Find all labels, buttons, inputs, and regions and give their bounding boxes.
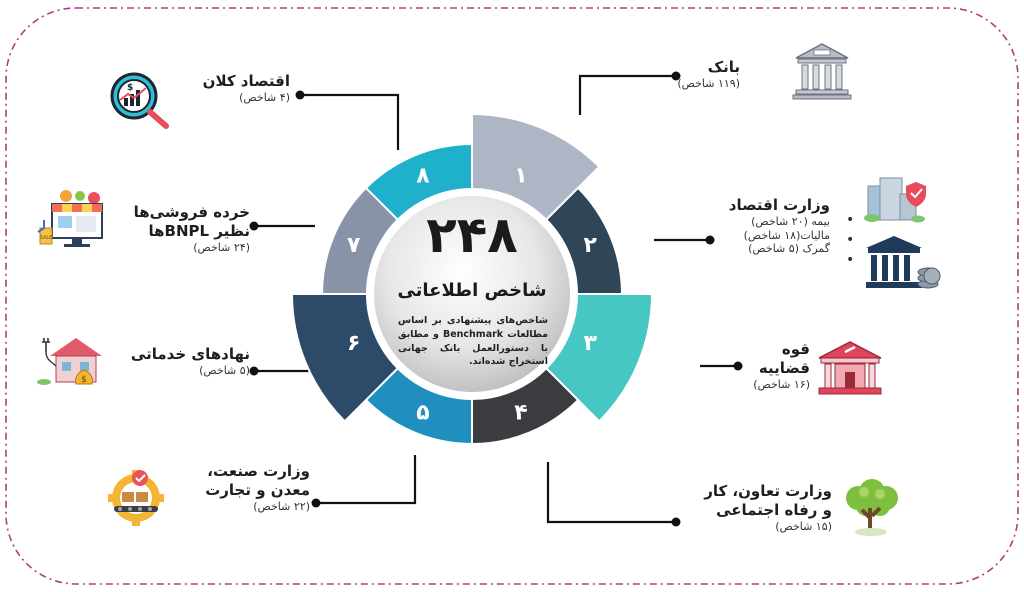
macro-count: (۴ شاخص)	[239, 90, 290, 104]
factory-gear-icon	[104, 468, 168, 528]
label-bank	[600, 58, 740, 91]
bank-title: بانک	[707, 58, 740, 76]
judiciary-title-2: قضاییه	[758, 358, 810, 377]
judiciary-count: (۱۶ شاخص)	[753, 377, 810, 391]
segment-number-6: ۶	[347, 330, 361, 356]
shop-icon	[36, 188, 108, 256]
labor-count: (۱۵ شاخص)	[775, 519, 832, 533]
center-number: ۲۴۸	[426, 206, 518, 264]
industry-title-1: وزارت صنعت،	[207, 462, 310, 480]
svg-text:SALE: SALE	[39, 235, 53, 241]
segment-number-4: ۴	[514, 400, 528, 426]
center-description: شاخص‌های پیشنهادی بر اساس مطالعات Benchmark و مطابق با دستورالعمل بانک جهانی استخراج شده‌اند.	[398, 315, 548, 368]
chart-magnifier-icon	[104, 68, 174, 130]
bullet-dots: • • •	[846, 212, 855, 268]
retail-title-2: نظیر BNPLها	[148, 221, 250, 240]
bank-count: (۱۱۹ شاخص)	[677, 76, 740, 90]
center-title: شاخص اطلاعاتی	[397, 280, 547, 301]
services-title: نهادهای خدماتی	[130, 345, 250, 363]
labor-title-2: و رفاه اجتماعی	[716, 500, 832, 519]
economy-item-tax: مالیات(۱۸ شاخص)	[743, 228, 830, 242]
customs-icon	[862, 232, 942, 292]
economy-item-customs: گمرک (۵ شاخص)	[748, 242, 830, 256]
label-labor-ministry	[660, 482, 832, 533]
industry-count: (۲۲ شاخص)	[253, 499, 310, 513]
label-economy-ministry	[690, 196, 830, 256]
tree-icon	[836, 478, 906, 538]
labor-title-1: وزارت تعاون، کار	[704, 482, 832, 500]
label-judiciary	[700, 340, 810, 391]
court-icon	[815, 338, 885, 398]
bank-icon	[790, 38, 854, 102]
segment-number-1: ۱	[514, 163, 528, 189]
economy-item-insurance: بیمه (۲۰ شاخص)	[751, 214, 830, 228]
label-services	[110, 345, 250, 378]
svg-text:$: $	[81, 375, 87, 385]
retail-count: (۲۴ شاخص)	[193, 240, 250, 254]
segment-number-2: ۲	[583, 233, 597, 259]
segment-number-8: ۸	[416, 163, 430, 189]
house-icon	[36, 332, 104, 388]
svg-text:$: $	[127, 83, 134, 93]
services-count: (۵ شاخص)	[199, 363, 250, 377]
retail-title-1: خرده فروشی‌ها	[133, 203, 250, 221]
economy-ministry-title: وزارت اقتصاد	[728, 196, 830, 214]
label-industry-ministry	[150, 462, 310, 513]
segment-number-7: ۷	[347, 233, 361, 259]
industry-title-2: معدن و تجارت	[205, 480, 310, 499]
macro-title: اقتصاد کلان	[202, 72, 290, 90]
segment-number-3: ۳	[583, 330, 597, 356]
label-retail	[110, 203, 250, 254]
judiciary-title-1: قوه	[781, 340, 810, 358]
insurance-icon	[862, 172, 926, 224]
segment-number-5: ۵	[416, 400, 430, 426]
